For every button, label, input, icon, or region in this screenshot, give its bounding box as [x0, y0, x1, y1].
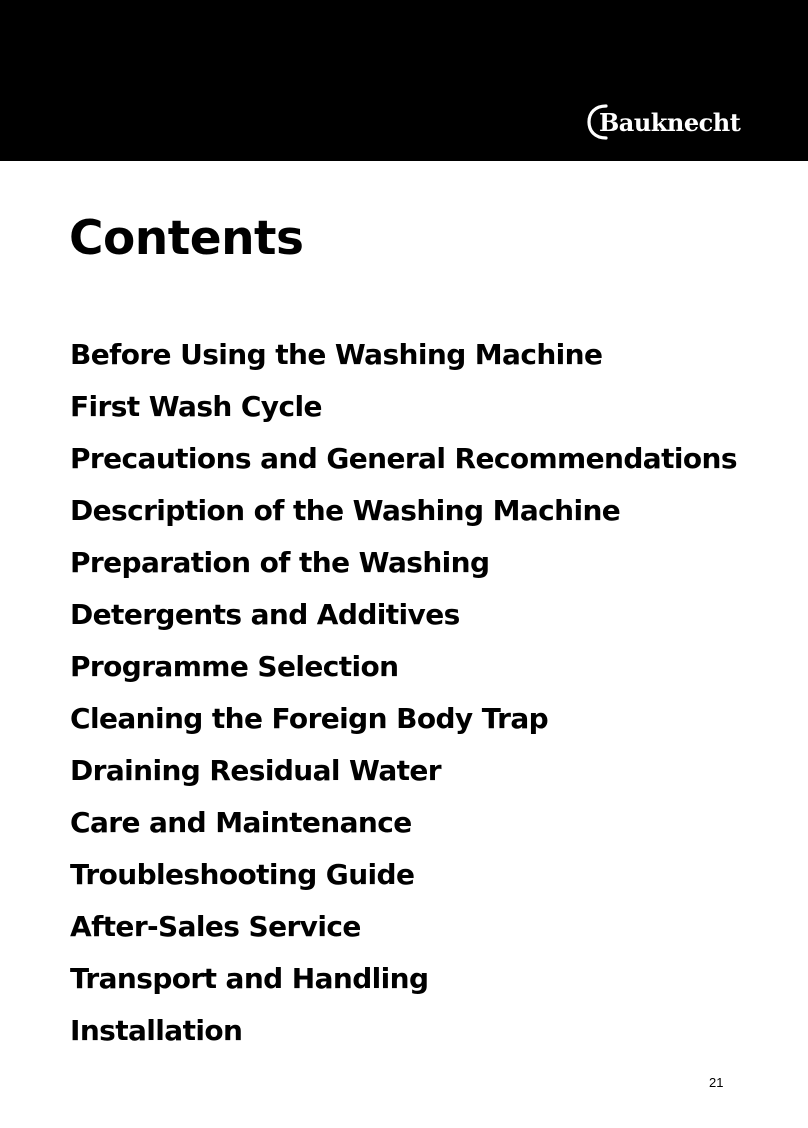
toc-item-transport: Transport and Handling — [70, 962, 429, 995]
toc-item-preparation: Preparation of the Washing — [70, 546, 490, 579]
toc-item-draining: Draining Residual Water — [70, 754, 441, 787]
toc-item-troubleshooting: Troubleshooting Guide — [70, 858, 415, 891]
svg-text:Bauknecht: Bauknecht — [599, 108, 741, 137]
toc-item-description: Description of the Washing Machine — [70, 494, 621, 527]
bauknecht-logo — [586, 100, 742, 144]
toc-item-detergents: Detergents and Additives — [70, 598, 460, 631]
page-title: Contents — [69, 211, 304, 266]
toc-item-programme-selection: Programme Selection — [70, 650, 399, 683]
toc-item-care-maintenance: Care and Maintenance — [70, 806, 412, 839]
toc-item-before-using: Before Using the Washing Machine — [70, 338, 603, 371]
toc-item-first-wash-cycle: First Wash Cycle — [70, 390, 322, 423]
contents-list — [70, 329, 737, 1057]
toc-item-installation: Installation — [70, 1014, 243, 1047]
toc-item-after-sales: After-Sales Service — [70, 910, 361, 943]
toc-item-precautions: Precautions and General Recommendations — [70, 442, 737, 475]
toc-item-cleaning-trap: Cleaning the Foreign Body Trap — [70, 702, 549, 735]
header-band — [0, 0, 808, 161]
page-number: 21 — [709, 1075, 724, 1090]
